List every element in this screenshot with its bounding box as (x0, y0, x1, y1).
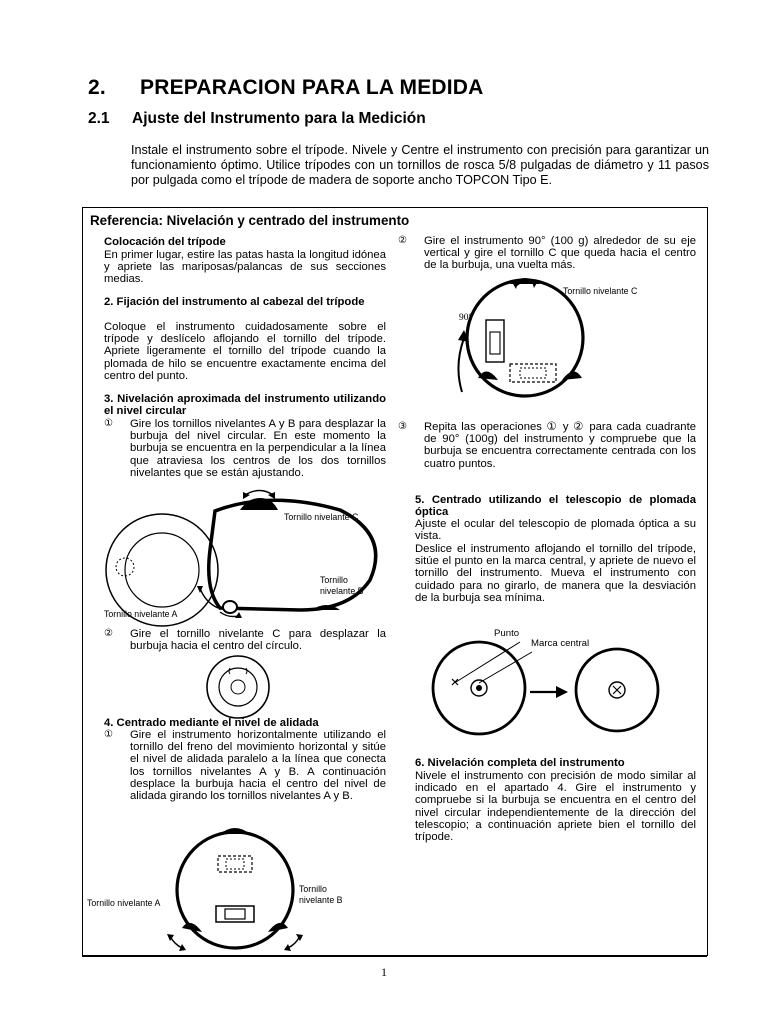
s3-item1 (104, 418, 386, 479)
circular-level-figure (203, 660, 273, 716)
s3-item1-text: Gire los tornillos nivelantes A y B para desplazar la burbuja del nivel circular. En este momento la burbuja se encuentra en la perpendicular a la línea que atraviesa los centros de los dos tornillos nivelantes que se están ajustando. (130, 418, 386, 479)
s4-item3 (398, 421, 696, 470)
s4-item2 (398, 235, 696, 272)
subsection-heading (88, 110, 426, 128)
fig1-label-b2: nivelante B (320, 586, 364, 596)
leveling-figure-3 (160, 828, 310, 953)
page-number: 1 (381, 965, 387, 979)
s5-text1: Ajuste el ocular del telescopio de plomada óptica a su vista. (415, 518, 696, 543)
footer-rule (82, 956, 707, 957)
fig2-label-angle: 90° (459, 313, 473, 323)
s4-item2-text: Gire el instrumento 90° (100 g) alrededor de su eje vertical y gire el tornillo C que queda hacia el centro de la burbuja, una vuelta más. (424, 235, 696, 272)
s5-text2: Deslice el instrumento aflojando el tornillo del trípode, sitúe el punto en la marca central, y apriete de nuevo el tornillo del instrumento. Mueva el instrumento con cuidado para no girarlo, de manera que la desviación de la burbuja sea mínima. (415, 543, 696, 604)
reference-box-title: Referencia: Nivelación y centrado del instrumento (90, 213, 410, 228)
step-marker: ① (104, 729, 113, 740)
fig3-label-b2: nivelante B (299, 895, 343, 905)
s6-title: 6. Nivelación completa del instrumento (415, 757, 625, 769)
fig4-label-marca: Marca central (531, 638, 590, 649)
fig4-label-punto: Punto (494, 628, 520, 639)
step-marker: ② (104, 628, 113, 639)
fig3-label-b1: Tornillo (299, 884, 327, 894)
fig1-label-c: Tornillo nivelante C (284, 512, 359, 522)
fig1-label-b1: Tornillo (320, 575, 348, 585)
s2-title: 2. Fijación del instrumento al cabezal del trípode (104, 296, 365, 308)
s1-title: Colocación del trípode (104, 236, 226, 248)
s4-item1 (104, 729, 386, 802)
s4-item3-text: Repita las operaciones ① y ② para cada cuadrante de 90° (100g) del instrumento y compruebe que la burbuja se encuentra correctamente centrada con los cuatro puntos. (424, 421, 696, 470)
leveling-figure-1 (100, 490, 400, 620)
subsection-number: 2.1 (88, 110, 110, 127)
s3-title: 3. Nivelación aproximada del instrumento utilizando el nivel circular (104, 393, 386, 418)
section-heading (88, 76, 484, 100)
step-marker: ③ (398, 421, 407, 432)
subsection-title: Ajuste del Instrumento para la Medición (132, 110, 426, 127)
step-marker: ① (104, 418, 113, 429)
s5-title: 5. Centrado utilizando el telescopio de plomada óptica (415, 494, 696, 519)
s4-item1-text: Gire el instrumento horizontalmente utilizando el tornillo del freno del movimiento horizontal y sitúe el nivel de alidada paralelo a la línea que conecta los tornillos nivelantes A y B. A continuación desplace la burbuja hacia el centro del nivel de alidada girando los tornillos nivelantes A y B. (130, 729, 386, 803)
fig1-label-a: Tornillo nivelante A (104, 609, 178, 619)
s3-item2 (104, 628, 386, 652)
s3-item2-text: Gire el tornillo nivelante C para desplazar la burbuja hacia el centro del círculo. (130, 628, 386, 653)
s6-text: Nivele el instrumento con precisión de modo similar al indicado en el apartado 4. Gire el instrumento y compruebe si la burbuja se encuentra en el centro del nivel circular independientemente de la dirección del telescopio; a continuación apriete bien el tornillo del trípode. (415, 770, 696, 844)
s2-text: Coloque el instrumento cuidadosamente sobre el trípode y deslícelo aflojando el tornillo del trípode. Apriete ligeramente el tornillo del trípode cuando la plomada de hilo se encuentre exactamente encima del centro del punto. (104, 321, 386, 382)
section-title: PREPARACION PARA LA MEDIDA (140, 76, 484, 99)
fig3-label-a: Tornillo nivelante A (87, 898, 161, 908)
section-number: 2. (88, 76, 106, 99)
intro-paragraph: Instale el instrumento sobre el trípode. Nivele y Centre el instrumento con precisión para garantizar un funcionamiento óptimo. Utilice trípodes con un tornillos de rosca 5/8 pulgadas de diámetro y 11 pasos por pulgada como el trípode de madera de soporte ancho TOPCON Tipo E. (131, 143, 709, 187)
s1-text: En primer lugar, estire las patas hasta la longitud idónea y apriete las mariposas/palancas de sus secciones medias. (104, 249, 386, 286)
s4-title: 4. Centrado mediante el nivel de alidada (104, 717, 319, 729)
fig2-label-c: Tornillo nivelante C (563, 286, 638, 296)
step-marker: ② (398, 235, 407, 246)
